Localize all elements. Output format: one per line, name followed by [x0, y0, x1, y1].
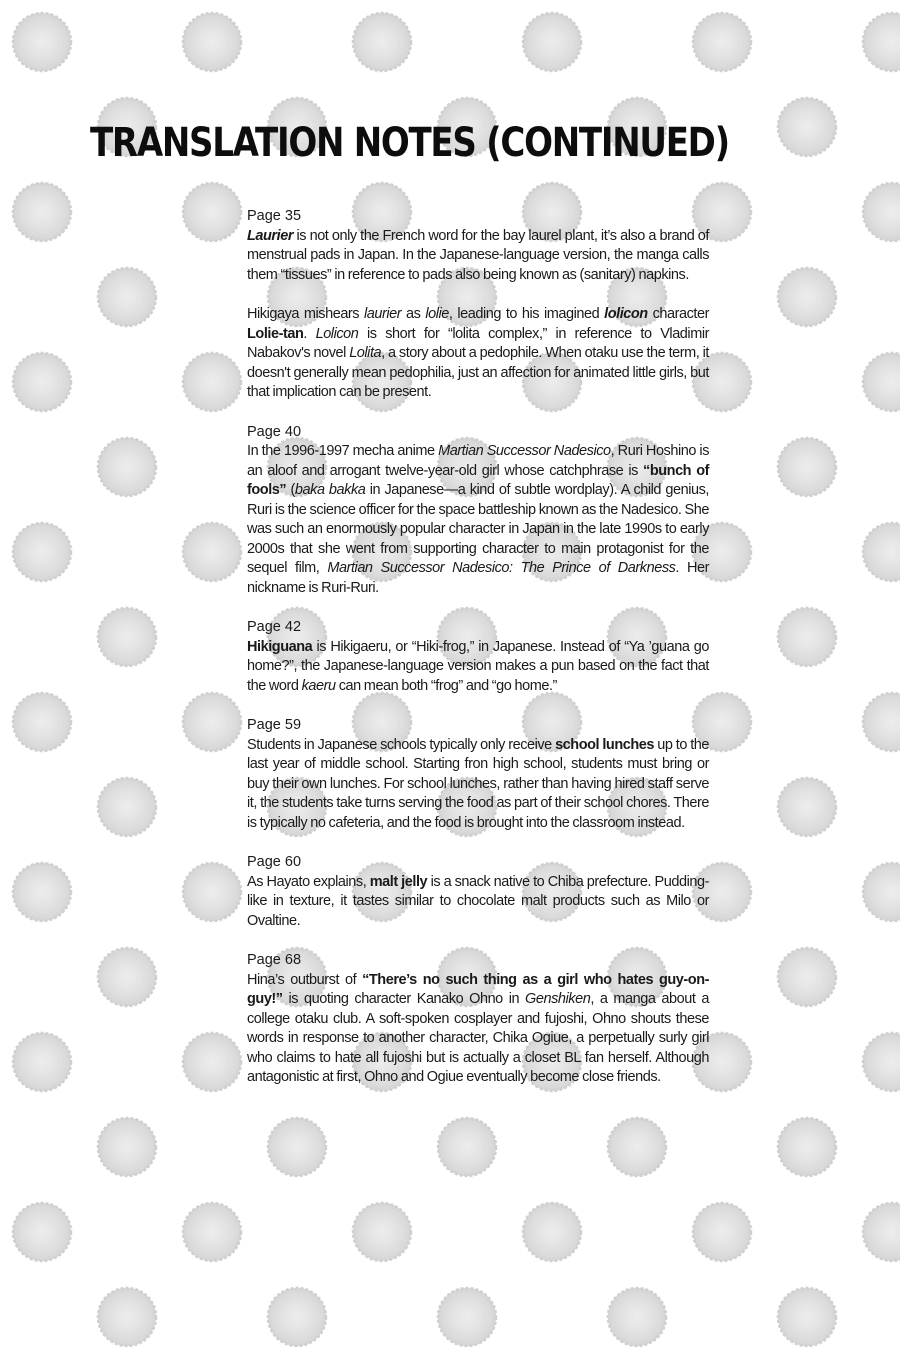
- emphasized-text: “bunch of fools”: [247, 462, 709, 498]
- note-page-number: Page 40: [247, 423, 302, 440]
- emphasized-text: “There’s no such thing as a girl who hates guy-on-guy!”: [247, 971, 709, 1007]
- note-text: is short for “lolita complex,” in reference to Vladimir Nabakov's novel: [247, 325, 709, 361]
- note-text: in Japanese—a kind of subtle wordplay). A child genius, Ruri is the science officer for the space battleship known as the Nadesico. She was such an enormously popular character in Japan in the late 1990s to early 2000s that she went from supporting character to main protagonist for the sequel film,: [247, 482, 709, 576]
- emphasized-text: kaeru: [301, 677, 336, 694]
- note-text: is a snack native to Chiba prefecture. Pudding-like in texture, it tastes similar to chocolate malt products such as Milo or Ovaltine.: [247, 873, 709, 929]
- note-paragraph: [247, 971, 709, 1088]
- emphasized-text: lolie: [425, 306, 449, 322]
- note-page-number: Page 68: [247, 952, 302, 968]
- note-text: . Her nickname is Ruri-Ruri.: [247, 560, 710, 596]
- emphasized-text: Martian Successor Nadesico: The Prince of Darkness: [327, 560, 676, 576]
- note-text: is not only the French word for the bay laurel plant, it’s also a brand of menstrual pads in Japan. In the Japanese-language version, the manga calls them “tissues” in reference to pads also being known as (sanitary) napkins.: [247, 227, 709, 283]
- note-paragraph: [247, 873, 709, 932]
- note-text: character: [647, 306, 709, 322]
- emphasized-text: Hikiguana: [247, 638, 313, 655]
- translation-note: [247, 618, 709, 696]
- note-text: Hikigaya mishears: [247, 306, 364, 322]
- note-text: .: [303, 325, 316, 342]
- note-text: is Hikigaeru, or “Hiki-frog,” in Japanese. Instead of “Ya ’guana go home?”, the Japanese-language version makes a pun based on the fact that the word: [247, 638, 709, 694]
- emphasized-text: school lunches: [555, 736, 654, 753]
- translation-note: [247, 951, 709, 1088]
- note-text: , leading to his imagined: [448, 306, 605, 322]
- note-text: Hina’s outburst of: [247, 971, 363, 988]
- translation-notes-list: [247, 207, 709, 1108]
- note-text: is quoting character Kanako Ohno in: [282, 991, 526, 1007]
- note-paragraph: [247, 305, 709, 403]
- emphasized-text: malt jelly: [369, 873, 428, 890]
- translation-note: [247, 853, 709, 931]
- note-page-number: Page 42: [247, 619, 302, 635]
- note-text: , Ruri Hoshino is an aloof and arrogant twelve-year-old girl whose catchphrase is: [247, 443, 709, 479]
- page-title: TRANSLATION NOTES (CONTINUED): [90, 120, 729, 166]
- emphasized-text: Laurier: [247, 227, 294, 244]
- note-text: Students in Japanese schools typically only receive: [247, 736, 556, 753]
- emphasized-text: Martian Successor Nadesico: [438, 443, 611, 459]
- emphasized-text: Lolie-tan: [247, 325, 304, 342]
- translation-note: [247, 207, 709, 403]
- note-paragraph: [247, 227, 709, 286]
- emphasized-text: Lolita: [349, 345, 382, 361]
- note-page-number: Page 59: [247, 717, 302, 733]
- note-paragraph: [247, 638, 709, 697]
- note-text: can mean both “frog” and “go home.”: [335, 677, 557, 694]
- emphasized-text: laurier: [364, 306, 402, 322]
- note-text: As Hayato explains,: [247, 873, 370, 890]
- translation-note: [247, 423, 709, 599]
- emphasized-text: Lolicon: [315, 325, 359, 342]
- note-page-number: Page 35: [247, 208, 302, 224]
- note-text: In the 1996-1997 mecha anime: [247, 443, 439, 459]
- note-page-number: Page 60: [247, 854, 302, 870]
- emphasized-text: lolicon: [604, 306, 648, 322]
- note-text: as: [401, 306, 426, 322]
- translation-note: [247, 716, 709, 833]
- note-text: , a manga about a college otaku club. A soft-spoken cosplayer and fujoshi, Ohno shouts these words in response to another character, Chika Ogiue, a perpetually surly girl who claims to hate all fujoshi but is actually a closet BL fan herself. Although antagonistic at first, Ohno and Ogiue eventually become close friends.: [247, 991, 709, 1085]
- note-paragraph: [247, 442, 709, 598]
- emphasized-text: Genshiken: [525, 991, 591, 1007]
- note-text: up to the last year of middle school. Starting fron high school, students must bring or buy their own lunches. For school lunches, rather than having hired staff serve it, the students take turns serving the food as part of their school chores. There is typically no cafeteria, and the food is brought into the classroom instead.: [247, 736, 710, 831]
- note-paragraph: [247, 736, 709, 834]
- emphasized-text: baka bakka: [294, 482, 366, 498]
- note-text: (: [286, 482, 295, 498]
- note-text: , a story about a pedophile. When otaku use the term, it doesn't generally mean pedophilia, just an affection for animated little girls, but that implication can be present.: [247, 345, 709, 400]
